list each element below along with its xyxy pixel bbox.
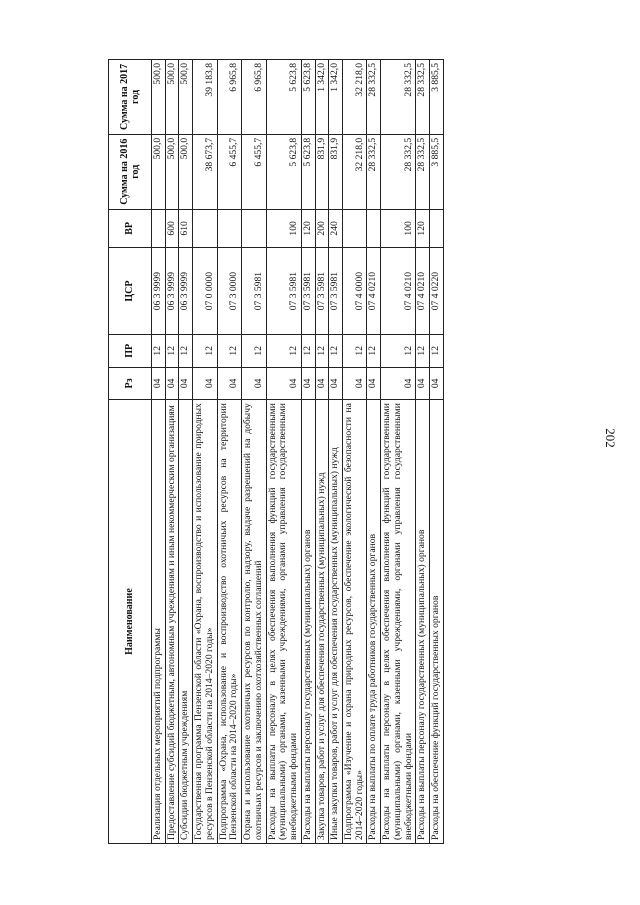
row-sum-2017: 32 218,0 [343, 60, 367, 135]
row-csr: 07 0 0000 [193, 248, 217, 335]
row-vr: 120 [301, 209, 315, 248]
row-name: Охрана и использование охотничьих ресурсов по контролю, надзору, выдаче разрешений на добычу охотничьих ресурсов и заключению охотхозяйственных соглашений [242, 400, 266, 844]
table-row [315, 60, 329, 844]
row-csr: 07 3 0000 [217, 248, 241, 335]
row-name: Подпрограмма «Охрана, использование и воспроизводство охотничьих ресурсов на территории Пензенской области на 2014–2020 годы» [217, 400, 241, 844]
row-pr: 12 [381, 335, 416, 368]
row-name: Предоставление субсидий бюджетным, автономным учреждениям и иным некоммерческим организациям [165, 400, 179, 844]
row-sum-2016: 28 332,5 [367, 134, 381, 209]
row-sum-2017: 28 332,5 [381, 60, 416, 135]
row-csr: 07 4 0210 [367, 248, 381, 335]
row-pr: 12 [179, 335, 193, 368]
table-row [381, 60, 416, 844]
row-sum-2017: 5 623,8 [301, 60, 315, 135]
row-csr: 07 3 5981 [242, 248, 266, 335]
row-pr: 12 [242, 335, 266, 368]
row-vr: 610 [179, 209, 193, 248]
row-sum-2016: 5 623,8 [266, 134, 301, 209]
row-rz: 04 [381, 367, 416, 400]
header-csr: ЦСР [109, 248, 152, 335]
row-csr: 06 3 9999 [152, 248, 166, 335]
row-rz: 04 [301, 367, 315, 400]
row-sum-2016: 831,9 [329, 134, 343, 209]
table-row [430, 60, 444, 844]
row-csr: 07 4 0210 [381, 248, 416, 335]
row-sum-2017: 500,0 [152, 60, 166, 135]
table-row [193, 60, 217, 844]
table-row [165, 60, 179, 844]
header-vr: ВР [109, 209, 152, 248]
header-pr: ПР [109, 335, 152, 368]
row-pr: 12 [430, 335, 444, 368]
row-pr: 12 [367, 335, 381, 368]
row-rz: 04 [430, 367, 444, 400]
row-pr: 12 [217, 335, 241, 368]
row-vr [193, 209, 217, 248]
row-vr [242, 209, 266, 248]
row-name: Субсидии бюджетным учреждениям [179, 400, 193, 844]
row-name: Расходы на выплаты персоналу государственных (муниципальных) органов [301, 400, 315, 844]
row-sum-2017: 3 885,5 [430, 60, 444, 135]
page-number: 202 [603, 428, 618, 448]
row-vr [343, 209, 367, 248]
row-vr [367, 209, 381, 248]
row-name: Закупка товаров, работ и услуг для обеспечения государственных (муниципальных) нужд [315, 400, 329, 844]
header-sum-2016: Сумма на 2016 год [109, 134, 152, 209]
row-csr: 07 4 0220 [430, 248, 444, 335]
row-sum-2017: 6 965,8 [242, 60, 266, 135]
table-row [266, 60, 301, 844]
row-rz: 04 [367, 367, 381, 400]
row-sum-2016: 38 673,7 [193, 134, 217, 209]
row-name: Расходы на выплаты персоналу государственных (муниципальных) органов [416, 400, 430, 844]
row-sum-2017: 6 965,8 [217, 60, 241, 135]
row-rz: 04 [315, 367, 329, 400]
row-csr: 06 3 9999 [179, 248, 193, 335]
budget-table-container [108, 59, 583, 844]
row-sum-2016: 3 885,5 [430, 134, 444, 209]
row-rz: 04 [165, 367, 179, 400]
row-sum-2016: 28 332,5 [381, 134, 416, 209]
row-rz: 04 [242, 367, 266, 400]
table-body [152, 60, 444, 844]
table-row [343, 60, 367, 844]
row-name: Иные закупки товаров, работ и услуг для обеспечения государственных (муниципальных) нужд [329, 400, 343, 844]
budget-table [108, 59, 444, 844]
row-sum-2016: 32 218,0 [343, 134, 367, 209]
row-csr: 07 3 5981 [315, 248, 329, 335]
row-rz: 04 [193, 367, 217, 400]
row-csr: 07 3 5981 [301, 248, 315, 335]
table-row [367, 60, 381, 844]
row-rz: 04 [152, 367, 166, 400]
row-rz: 04 [416, 367, 430, 400]
row-sum-2017: 1 342,0 [329, 60, 343, 135]
row-vr [217, 209, 241, 248]
row-name: Расходы на обеспечение функций государственных органов [430, 400, 444, 844]
row-vr: 100 [381, 209, 416, 248]
row-sum-2016: 6 455,7 [242, 134, 266, 209]
row-sum-2017: 5 623,8 [266, 60, 301, 135]
row-sum-2017: 28 332,5 [416, 60, 430, 135]
row-sum-2016: 6 455,7 [217, 134, 241, 209]
table-row [179, 60, 193, 844]
row-sum-2016: 28 332,5 [416, 134, 430, 209]
row-sum-2017: 500,0 [165, 60, 179, 135]
row-sum-2016: 5 623,8 [301, 134, 315, 209]
table-row [329, 60, 343, 844]
row-rz: 04 [217, 367, 241, 400]
row-name: Расходы на выплаты по оплате труда работников государственных органов [367, 400, 381, 844]
row-csr: 07 3 5981 [329, 248, 343, 335]
header-rz: Рз [109, 367, 152, 400]
row-pr: 12 [315, 335, 329, 368]
row-pr: 12 [416, 335, 430, 368]
header-name: Наименование [109, 400, 152, 844]
row-vr [430, 209, 444, 248]
row-sum-2017: 1 342,0 [315, 60, 329, 135]
row-pr: 12 [266, 335, 301, 368]
row-name: Расходы на выплаты персоналу в целях обеспечения выполнения функций государственными (муниципальными) органами, казенными учреждениями, органами управления государственными внебюджетными фондами [266, 400, 301, 844]
row-csr: 07 4 0000 [343, 248, 367, 335]
row-vr: 100 [266, 209, 301, 248]
table-row [152, 60, 166, 844]
table-row [416, 60, 430, 844]
row-name: Реализация отдельных мероприятий подпрограммы [152, 400, 166, 844]
row-sum-2017: 39 183,8 [193, 60, 217, 135]
row-vr: 200 [315, 209, 329, 248]
table-row [217, 60, 241, 844]
row-name: Государственная программа Пензенской области «Охрана, воспроизводство и использование природных ресурсов в Пензенской области на 2014–2020 годы» [193, 400, 217, 844]
table-row [301, 60, 315, 844]
row-vr [152, 209, 166, 248]
row-vr: 120 [416, 209, 430, 248]
row-rz: 04 [343, 367, 367, 400]
row-rz: 04 [329, 367, 343, 400]
row-sum-2017: 500,0 [179, 60, 193, 135]
row-pr: 12 [152, 335, 166, 368]
row-sum-2016: 500,0 [179, 134, 193, 209]
row-csr: 07 4 0210 [416, 248, 430, 335]
table-header-row [109, 60, 152, 844]
row-csr: 07 3 5981 [266, 248, 301, 335]
table-row [242, 60, 266, 844]
row-pr: 12 [165, 335, 179, 368]
row-vr: 240 [329, 209, 343, 248]
row-vr: 600 [165, 209, 179, 248]
header-sum-2017: Сумма на 2017 год [109, 60, 152, 135]
row-sum-2017: 28 332,5 [367, 60, 381, 135]
row-sum-2016: 500,0 [152, 134, 166, 209]
row-sum-2016: 500,0 [165, 134, 179, 209]
row-name: Подпрограмма «Изучение и охрана природных ресурсов, обеспечение экологической безопасности на 2014–2020 годы» [343, 400, 367, 844]
row-sum-2016: 831,9 [315, 134, 329, 209]
row-rz: 04 [266, 367, 301, 400]
row-pr: 12 [301, 335, 315, 368]
row-pr: 12 [193, 335, 217, 368]
row-name: Расходы на выплаты персоналу в целях обеспечения выполнения функций государственными (муниципальными) органами, казенными учреждениями, органами управления государственными внебюджетными фондами [381, 400, 416, 844]
row-rz: 04 [179, 367, 193, 400]
row-pr: 12 [329, 335, 343, 368]
row-pr: 12 [343, 335, 367, 368]
row-csr: 06 3 9999 [165, 248, 179, 335]
